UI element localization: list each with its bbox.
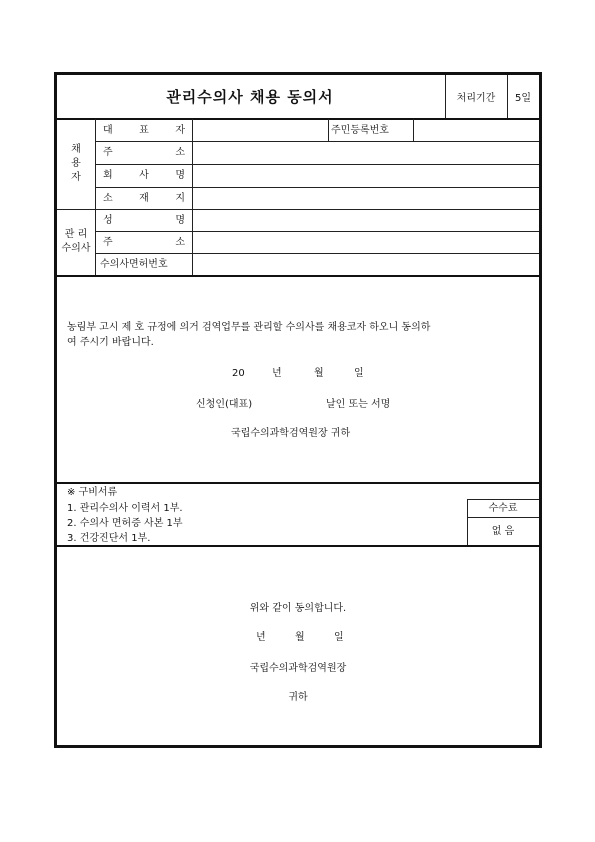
statement-addressee: 국립수의과학검역원장 귀하 <box>231 428 351 439</box>
rrn-field[interactable] <box>414 120 539 141</box>
vet-group-1: 관 리 <box>64 229 88 240</box>
docs-item-2: 2. 수의사 면허증 사본 1부 <box>67 518 183 529</box>
fee-top-rule <box>467 499 539 500</box>
form-title: 관리수의사 채용 동의서 <box>166 88 334 106</box>
consent-date-day: 일 <box>334 632 344 643</box>
docs-heading: ※ 구비서류 <box>67 487 118 498</box>
vet-group-2: 수의사 <box>61 243 91 254</box>
sign-label: 날인 또는 서명 <box>326 399 391 410</box>
fee-mid-rule <box>467 517 539 518</box>
consent-date-year: 년 <box>256 632 266 643</box>
fee-label: 수수료 <box>488 503 518 514</box>
vet-addr-field[interactable] <box>193 232 539 253</box>
docs-item-1: 1. 관리수의사 이력서 1부. <box>67 503 183 514</box>
statement-line-2: 여 주시기 바랍니다. <box>67 337 154 348</box>
location-label: 소 재 지 <box>103 193 185 204</box>
statement-line-1: 농림부 고시 제 호 규정에 의거 검역업무를 관리할 수의사를 채용코자 하오니 동의하 <box>67 322 431 333</box>
rrn-label: 주민등록번호 <box>331 125 389 136</box>
group-column-divider <box>95 119 96 275</box>
processing-label: 처리기간 <box>456 93 496 104</box>
license-label: 수의사면허번호 <box>100 259 168 270</box>
consent-authority: 국립수의과학검역원장 <box>249 663 347 674</box>
license-field[interactable] <box>193 254 539 275</box>
company-label: 회 사 명 <box>103 170 185 181</box>
consent-text: 위와 같이 동의합니다. <box>249 603 347 614</box>
vet-name-label: 성 명 <box>103 215 185 226</box>
section-rule <box>57 545 539 547</box>
employer-group-3: 자 <box>71 172 81 183</box>
company-field[interactable] <box>193 165 539 187</box>
employer-addr-label: 주 소 <box>103 147 185 158</box>
employer-addr-field[interactable] <box>193 142 539 164</box>
consent-date-month: 월 <box>295 632 305 643</box>
statement-date-year-unit: 년 <box>272 368 282 379</box>
statement-date-year: 20 <box>232 368 245 379</box>
vet-addr-label: 주 소 <box>103 237 185 248</box>
section-rule <box>57 275 539 277</box>
employer-group-2: 용 <box>71 158 81 169</box>
rep-field[interactable] <box>193 120 328 141</box>
section-rule <box>57 482 539 484</box>
processing-value: 5일 <box>514 93 532 104</box>
applicant-label: 신청인(대표) <box>196 399 253 410</box>
rrn-left-divider <box>328 119 329 141</box>
location-field[interactable] <box>193 188 539 209</box>
employer-group-1: 채 <box>71 144 81 155</box>
vet-name-field[interactable] <box>193 210 539 231</box>
rep-label: 대 표 자 <box>103 125 185 136</box>
statement-date-day: 일 <box>354 368 364 379</box>
fee-value: 없 음 <box>491 526 515 537</box>
consent-closing: 귀하 <box>288 692 308 703</box>
statement-date-month: 월 <box>314 368 324 379</box>
docs-item-3: 3. 건강진단서 1부. <box>67 533 151 544</box>
